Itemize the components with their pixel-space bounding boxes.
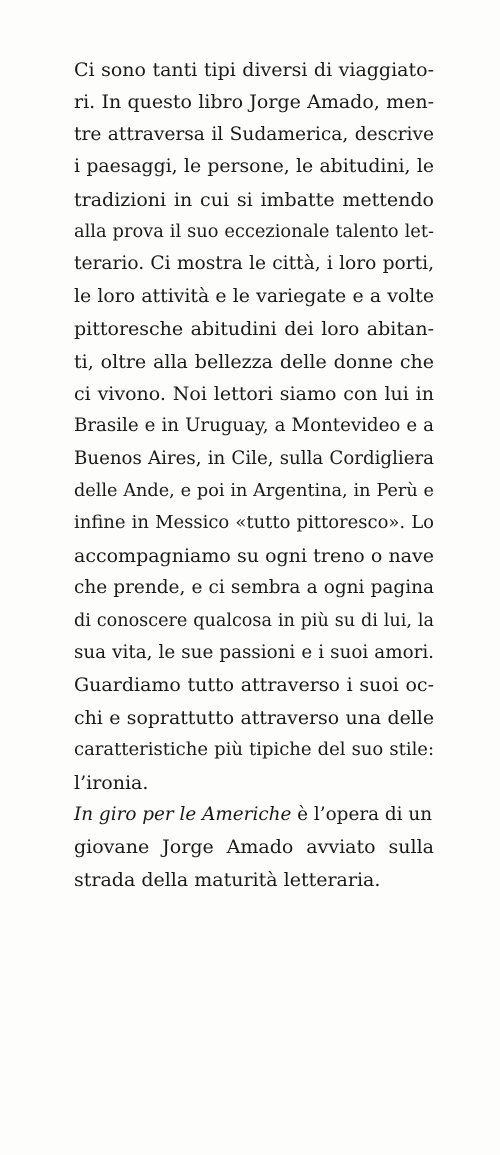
text-line: l’ironia. [74, 771, 149, 794]
text-line: caratteristiche più tipiche del suo stile: [74, 739, 434, 761]
text-line: che prende, e ci sembra a ogni pagina [74, 577, 434, 599]
text-line: Buenos Aires, in Cile, sulla Cordigliera [74, 447, 434, 469]
text-line: i paesaggi, le persone, le abitudini, le [74, 156, 434, 178]
text-line: strada della maturità letteraria. [74, 868, 381, 891]
text-line: Ci sono tanti tipi diversi di viaggiato- [74, 59, 434, 81]
text-line: alla prova il suo eccezionale talento let- [74, 220, 434, 242]
text-line: giovane Jorge Amado avviato sulla [74, 836, 434, 859]
text-line: ci vivono. Noi lettori siamo con lui in [74, 382, 434, 405]
text-line: pittoresche abitudini dei loro abitan- [74, 318, 434, 341]
text-line: sua vita, le sue passioni e i suoi amori. [74, 642, 434, 664]
text-line: chi e soprattutto attraverso una delle [74, 706, 434, 729]
text-line [74, 799, 434, 831]
text-line: tradizioni in cui si imbatte mettendo [74, 188, 434, 211]
text-line: delle Ande, e poi in Argentina, in Perù e [74, 481, 434, 502]
text-line: accompagniamo su ogni treno o nave [74, 544, 434, 567]
text-line: tre attraversa il Sudamerica, descrive [74, 123, 434, 145]
text-line: Guardiamo tutto attraverso i suoi oc- [74, 674, 434, 697]
text-line: ti, oltre alla bellezza delle donne che [74, 350, 434, 373]
text-line: Brasile e in Uruguay, a Montevideo e a [74, 415, 434, 437]
text-line: infine in Messico «tutto pittoresco». Lo [74, 512, 434, 534]
text-line: terario. Ci mostra le città, i loro porti, [74, 253, 434, 275]
book-title: In giro per le Americhe [74, 803, 292, 825]
text-line: le loro attività e le variegate e a volte [74, 285, 434, 307]
body-text [74, 54, 434, 896]
text-line: di conoscere qualcosa in più su di lui, la [74, 610, 434, 631]
paragraph-2 [74, 799, 434, 896]
paragraph-1 [74, 54, 434, 799]
text-span: è l’opera di un [291, 803, 433, 825]
text-line: ri. In questo libro Jorge Amado, men- [74, 91, 434, 114]
